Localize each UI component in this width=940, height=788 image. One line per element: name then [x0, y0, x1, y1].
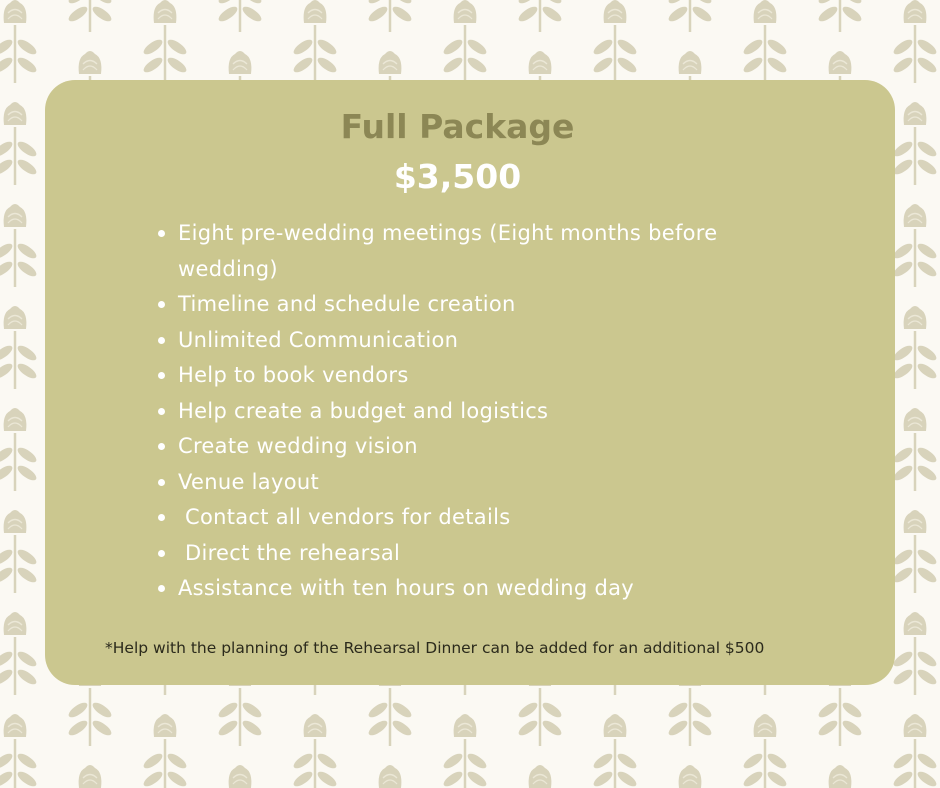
flower-icon — [891, 714, 938, 788]
feature-text: Venue layout — [178, 469, 319, 494]
feature-item — [158, 358, 798, 394]
package-price: $3,500 — [393, 157, 522, 196]
flower-icon — [591, 714, 638, 788]
feature-text: Eight pre-wedding meetings (Eight months before wedding) — [178, 221, 718, 281]
flower-icon — [366, 765, 413, 788]
flower-icon — [891, 612, 938, 695]
flower-icon — [141, 714, 188, 788]
bullet-icon — [158, 372, 165, 379]
flower-icon — [216, 765, 263, 788]
flower-icon — [441, 714, 488, 788]
feature-item — [158, 429, 798, 465]
bullet-icon — [158, 230, 165, 237]
rehearsal-dinner-note: *Help with the planning of the Rehearsal Dinner can be added for an additional $500 — [105, 639, 765, 657]
feature-item — [158, 571, 798, 607]
flower-icon — [741, 0, 788, 83]
bullet-icon — [158, 443, 165, 450]
feature-text: Help to book vendors — [178, 363, 409, 387]
flower-icon — [516, 765, 563, 788]
flower-icon — [441, 0, 488, 83]
flower-icon — [591, 0, 638, 83]
feature-text: Direct the rehearsal — [178, 540, 401, 565]
feature-item — [158, 216, 798, 287]
flower-icon — [666, 765, 713, 788]
bullet-icon — [158, 585, 165, 592]
feature-text: Timeline and schedule creation — [178, 292, 516, 316]
feature-text: Assistance with ten hours on wedding day — [178, 576, 635, 600]
flower-icon — [0, 408, 39, 491]
feature-item — [158, 536, 798, 572]
feature-text: Unlimited Communication — [178, 327, 459, 352]
flower-icon — [0, 306, 39, 389]
flower-icon — [0, 204, 39, 287]
bullet-icon — [158, 514, 165, 521]
bullet-icon — [158, 479, 165, 486]
flower-icon — [891, 510, 938, 593]
flower-icon — [666, 0, 713, 32]
flower-icon — [741, 714, 788, 788]
flower-icon — [891, 204, 938, 287]
bullet-icon — [158, 301, 165, 308]
flower-icon — [891, 0, 938, 83]
flower-icon — [891, 306, 938, 389]
feature-item — [158, 465, 798, 501]
feature-item — [158, 500, 798, 536]
flower-icon — [0, 510, 39, 593]
flower-icon — [291, 0, 338, 83]
flower-icon — [0, 714, 39, 788]
feature-text: Create wedding vision — [178, 434, 418, 458]
flower-icon — [216, 0, 263, 32]
feature-item — [158, 287, 798, 323]
feature-list — [158, 216, 798, 607]
bullet-icon — [158, 337, 165, 344]
flower-icon — [816, 0, 863, 32]
feature-item — [158, 394, 798, 430]
flower-icon — [66, 765, 113, 788]
flower-icon — [366, 0, 413, 32]
flower-icon — [66, 0, 113, 32]
flower-icon — [891, 408, 938, 491]
bullet-icon — [158, 408, 165, 415]
feature-text: Help create a budget and logistics — [178, 398, 549, 423]
package-title: Full Package — [340, 107, 575, 146]
flower-icon — [141, 0, 188, 83]
bullet-icon — [158, 550, 165, 557]
flower-icon — [0, 612, 39, 695]
feature-item — [158, 323, 798, 359]
feature-text: Contact all vendors for details — [178, 505, 511, 529]
flower-icon — [291, 714, 338, 788]
flower-icon — [0, 0, 39, 83]
flower-icon — [516, 0, 563, 32]
flower-icon — [816, 765, 863, 788]
